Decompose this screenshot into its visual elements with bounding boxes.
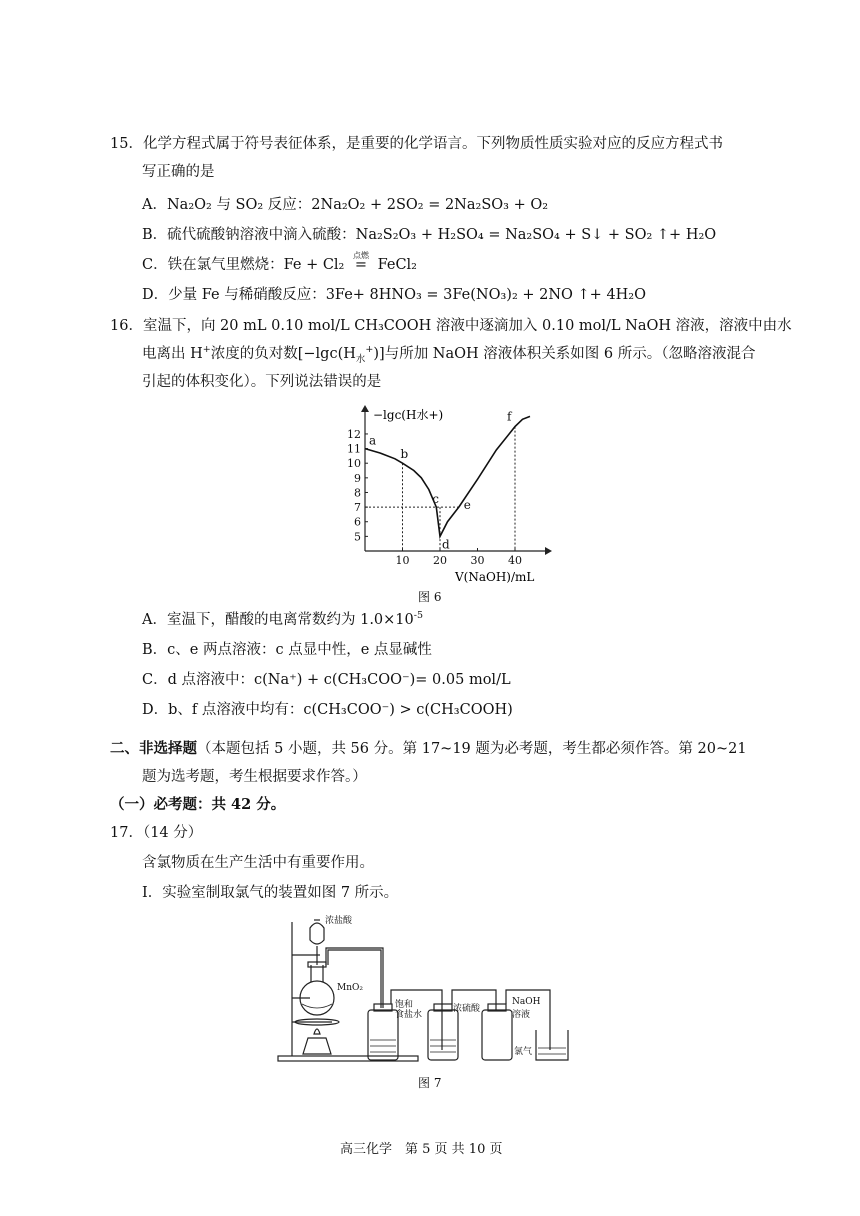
point-label-d: d	[442, 537, 450, 552]
section-2-text: 题为选考题，考生根据要求作答。）	[142, 769, 367, 785]
question-number: 17．	[110, 825, 143, 841]
q16-option-b: B．c、e 两点溶液：c 点显中性，e 点显碱性	[142, 642, 432, 658]
x-axis-arrow	[545, 547, 552, 555]
label-conc-hcl: 浓盐酸	[325, 916, 353, 926]
section-2-subheading: （一）必考题：共 42 分。	[110, 796, 286, 813]
y-tick-label: 11	[347, 442, 361, 456]
x-tick-label: 20	[433, 554, 447, 567]
figure-6-caption: 图 6	[418, 590, 442, 604]
page-footer: 高三化学 第 5 页 共 10 页	[340, 1142, 503, 1157]
sulfuric-acid-bottle	[428, 1010, 458, 1060]
y-tick-label: 8	[354, 486, 361, 500]
section-2-heading: 二、非选择题（本题包括 5 小题，共 56 分。第 17~19 题为必考题，考生都必须作答。第 20~21	[110, 740, 747, 757]
figure-6-chart	[335, 404, 555, 584]
label-brine-1: 饱和	[395, 1000, 414, 1010]
q15-stem: 15．化学方程式属于符号表征体系，是重要的化学语言。下列物质性质实验对应的反应方程式书	[110, 136, 723, 152]
q15-option-b: B．硫代硫酸钠溶液中滴入硫酸：Na₂S₂O₃ + H₂SO₄ = Na₂SO₄ + S↓ + SO₂ ↑+ H₂O	[142, 227, 717, 243]
q16-option-c: C．d 点溶液中：c(Na⁺) + c(CH₃COO⁻)= 0.05 mol/L	[142, 672, 511, 688]
x-tick-label: 40	[508, 554, 522, 567]
gas-collection-bottle	[482, 1010, 512, 1060]
figure-7-apparatus	[270, 910, 590, 1070]
y-tick-label: 9	[354, 471, 361, 485]
q16-stem-cont2: 引起的体积变化）。下列说法错误的是	[142, 374, 382, 390]
stand-base	[278, 1056, 418, 1061]
point-label-b: b	[400, 447, 409, 462]
funnel	[310, 923, 324, 944]
brine-bottle	[368, 1010, 398, 1060]
label-brine-2: 食盐水	[395, 1010, 423, 1020]
figure-7-caption: 图 7	[418, 1076, 442, 1090]
question-number: 15．	[110, 136, 143, 152]
y-axis-label: −lgc(H水+)	[373, 408, 444, 422]
label-naoh-1: NaOH	[512, 997, 541, 1007]
q15-option-c: C．铁在氯气里燃烧：Fe + Cl₂ 点燃 = FeCl₂	[142, 255, 417, 275]
q16-option-d: D．b、f 点溶液中均有：c(CH₃COO⁻) > c(CH₃COOH)	[142, 702, 513, 718]
point-label-e: e	[463, 498, 471, 513]
label-chlorine: 氯气	[514, 1047, 533, 1057]
alcohol-lamp	[303, 1038, 331, 1054]
y-tick-label: 5	[354, 530, 361, 544]
q15-stem-cont: 写正确的是	[142, 164, 215, 180]
question-number: 16．	[110, 318, 143, 334]
beaker	[536, 1030, 568, 1060]
q15-option-a: A．Na₂O₂ 与 SO₂ 反应：2Na₂O₂ + 2SO₂ = 2Na₂SO₃ + O₂	[142, 197, 549, 213]
label-mno2: MnO₂	[337, 983, 363, 993]
x-axis-label: V(NaOH)/mL	[455, 570, 535, 584]
q17-intro: 含氯物质在生产生活中有重要作用。	[142, 855, 374, 871]
point-label-c: c	[432, 492, 439, 507]
y-tick-label: 6	[354, 515, 361, 529]
y-tick-label: 10	[347, 457, 361, 471]
x-tick-label: 10	[395, 554, 410, 567]
q17-part1: I．实验室制取氯气的装置如图 7 所示。	[142, 885, 399, 901]
label-conc-h2so4: 浓硫酸	[453, 1004, 481, 1014]
q17-header: 17．（14 分）	[110, 825, 203, 841]
reaction-condition: 点燃	[352, 251, 369, 260]
label-naoh-2: 溶液	[512, 1010, 531, 1020]
point-label-a: a	[369, 433, 377, 448]
point-label-f: f	[507, 409, 512, 424]
q16-option-a: A．室温下，醋酸的电离常数约为 $1.0\times 10^{-5}$	[142, 610, 424, 628]
q15-option-d: D．少量 Fe 与稀硝酸反应：3Fe+ 8HNO₃ = 3Fe(NO₃)₂ + 2NO ↑+ 4H₂O	[142, 287, 647, 303]
x-tick-label: 30	[470, 554, 485, 567]
series-line	[365, 416, 530, 536]
q16-stem: 16．室温下，向 20 mL 0.10 mol/L CH₃COOH 溶液中逐滴加入 0.10 mol/L NaOH 溶液，溶液中由水	[110, 318, 792, 334]
y-tick-label: 12	[347, 427, 361, 441]
y-axis-arrow	[361, 405, 369, 412]
q16-stem-cont: 电离出 H+浓度的负对数$[-\lg c(H_水^+)]$与所加 NaOH 溶液体积关系如图 6 所示。（忽略溶液混合	[142, 344, 756, 365]
y-tick-label: 7	[354, 501, 361, 515]
